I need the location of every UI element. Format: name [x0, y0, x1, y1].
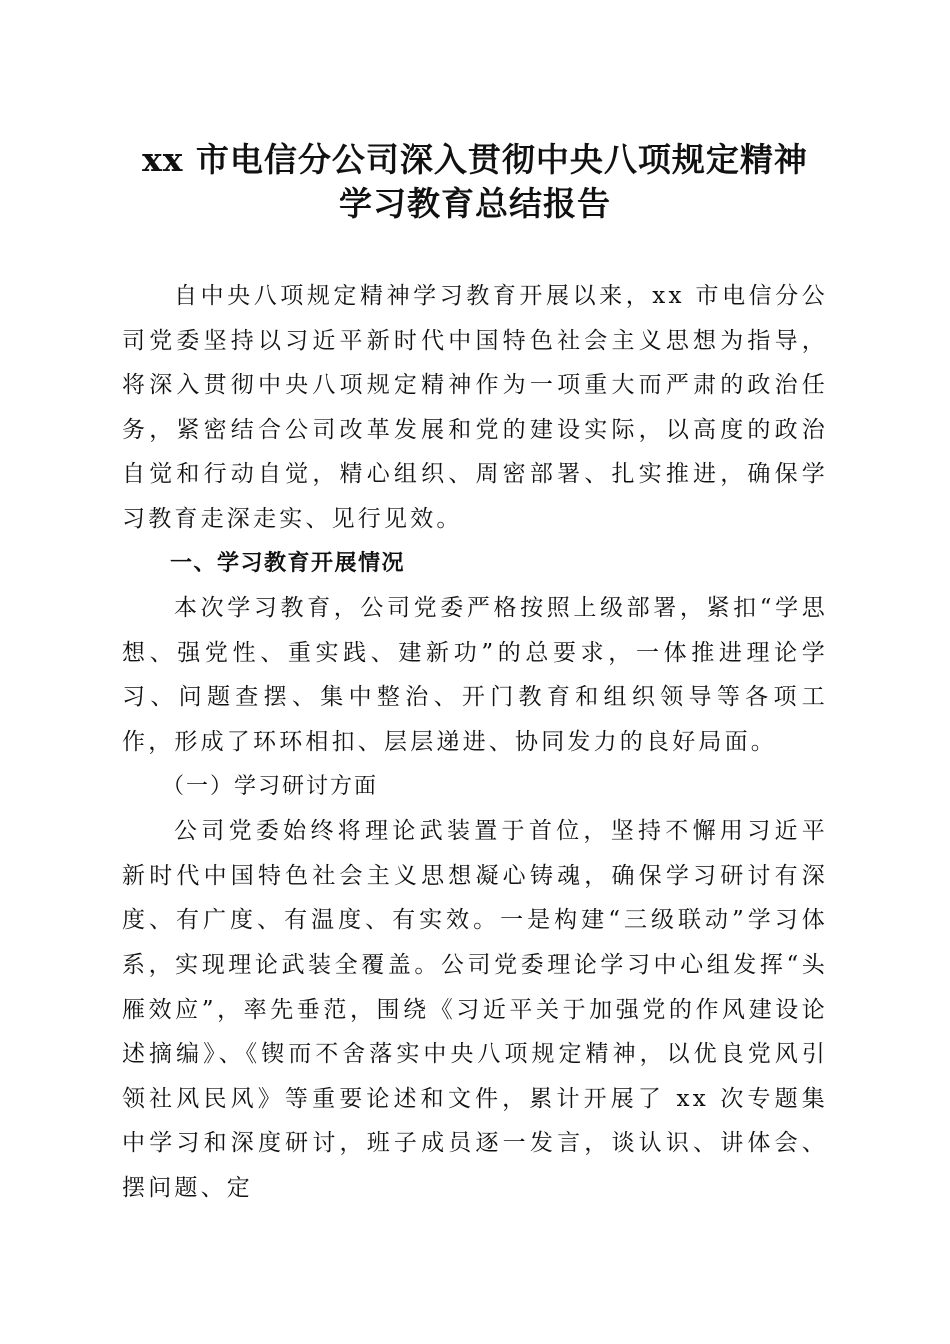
- subsection-1-paragraph: 公司党委始终将理论武装置于首位，坚持不懈用习近平新时代中国特色社会主义思想凝心铸魂，确保学习研讨有深度、有广度、有温度、有实效。一是构建“三级联动”学习体系，实现理论武装全覆盖。公司党委理论学习中心组发挥“头雁效应”，率先垂范，围绕《习近平关于加强党的作风建设论述摘编》、《锲而不舍落实中央八项规定精神，以优良党风引领社风民风》等重要论述和文件，累计开展了 xx 次专题集中学习和深度研讨，班子成员逐一发言，谈认识、讲体会、摆问题、定: [122, 818, 828, 1201]
- intro-paragraph: 自中央八项规定精神学习教育开展以来，xx 市电信分公司党委坚持以习近平新时代中国特色社会主义思想为指导，将深入贯彻中央八项规定精神作为一项重大而严肃的政治任务，紧密结合公司改革发展和党的建设实际，以高度的政治自觉和行动自觉，精心组织、周密部署、扎实推进，确保学习教育走深走实、见行见效。: [122, 283, 828, 532]
- section-1-heading: 一、学习教育开展情况: [170, 550, 406, 576]
- section-1-paragraph: 本次学习教育，公司党委严格按照上级部署，紧扣“学思想、强党性、重实践、建新功”的总要求，一体推进理论学习、问题查摆、集中整治、开门教育和组织领导等各项工作，形成了环环相扣、层层递进、协同发力的良好局面。: [122, 595, 828, 755]
- document-body: [122, 274, 828, 1210]
- subsection-1-heading: （一）学习研讨方面: [162, 773, 379, 799]
- document-title-line-2: 学习教育总结报告: [339, 184, 611, 223]
- document-title-line-1: xx 市电信分公司深入贯彻中央八项规定精神: [142, 140, 808, 179]
